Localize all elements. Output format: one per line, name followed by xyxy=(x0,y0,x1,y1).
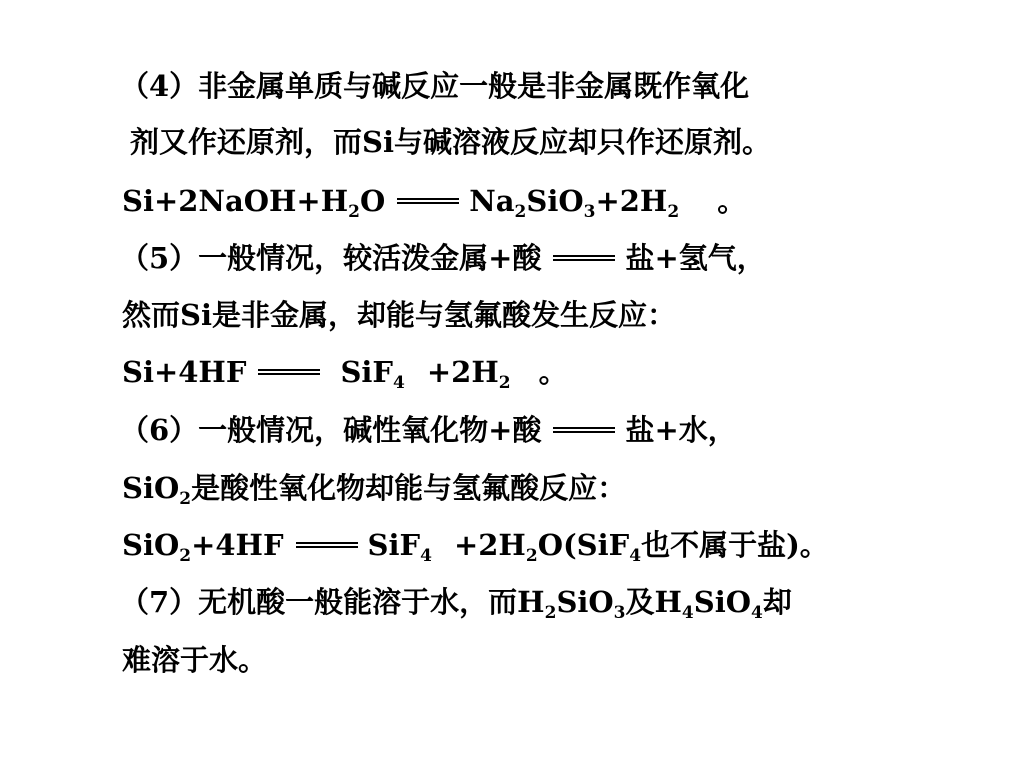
item7-text-2: 难溶于水。 xyxy=(122,643,268,677)
eq-part: 。 xyxy=(717,184,747,218)
eq-subscript: 4 xyxy=(420,546,432,566)
item4-line1 xyxy=(120,66,749,106)
eq-part: Si+2NaOH+H xyxy=(122,184,349,218)
item5-text-1a: （5）一般情况，较活泼金属+酸 xyxy=(120,241,542,275)
equals-sign xyxy=(296,542,358,548)
eq-subscript: 4 xyxy=(629,546,642,566)
eq-subscript: 2 xyxy=(498,373,511,393)
eq-part: SiO xyxy=(693,585,751,619)
item6-text-2: 是酸性氧化物却能与氢氟酸反应： xyxy=(191,471,627,505)
equals-sign xyxy=(553,255,615,261)
item6-text-1a: （6）一般情况，碱性氧化物+酸 xyxy=(120,413,542,447)
item4-equation xyxy=(122,181,746,221)
eq-subscript: 3 xyxy=(613,603,626,623)
item5-line2 xyxy=(122,295,676,335)
item7-line2 xyxy=(122,640,267,680)
item5-line1 xyxy=(120,238,766,278)
equals-sign xyxy=(258,369,320,375)
equals-sign xyxy=(397,198,459,204)
eq-part: Na xyxy=(469,184,515,218)
equals-sign xyxy=(553,427,615,433)
eq-part: 却 xyxy=(762,585,792,619)
eq-part: +4HF xyxy=(191,528,284,562)
eq-part: O xyxy=(359,184,386,218)
eq-subscript: 2 xyxy=(525,546,538,566)
item4-text-2: 剂又作还原剂，而Si与碱溶液反应却只作还原剂。 xyxy=(130,125,771,159)
item7-line1 xyxy=(120,582,792,622)
eq-part: SiO xyxy=(122,528,180,562)
eq-subscript: 2 xyxy=(179,546,192,566)
item5-text-1b: 盐+氢气， xyxy=(625,241,766,275)
eq-part: 及H xyxy=(625,585,682,619)
eq-subscript: 4 xyxy=(751,603,763,623)
item4-line2 xyxy=(130,122,771,162)
item7-text-1a: （7）无机酸一般能溶于水，而H xyxy=(120,585,545,619)
eq-part: SiO xyxy=(526,184,584,218)
eq-part: O(SiF xyxy=(537,528,630,562)
eq-part: SiF xyxy=(367,528,421,562)
eq-subscript: 2 xyxy=(179,489,192,509)
eq-part: 。 xyxy=(538,355,568,389)
item6-line2 xyxy=(122,468,626,508)
eq-subscript: 2 xyxy=(348,202,360,222)
item6-text-1b: 盐+水， xyxy=(625,413,737,447)
eq-part: +2H xyxy=(453,528,526,562)
item6-line1 xyxy=(120,410,737,450)
eq-subscript: 4 xyxy=(681,603,694,623)
item4-text-1: （4）非金属单质与碱反应一般是非金属既作氧化 xyxy=(120,69,750,103)
item5-equation xyxy=(122,352,568,392)
eq-subscript: 2 xyxy=(514,202,527,222)
eq-subscript: 2 xyxy=(544,603,557,623)
eq-part: SiF xyxy=(340,355,393,389)
eq-part: +2H xyxy=(595,184,668,218)
eq-part: +2H xyxy=(426,355,499,389)
eq-part: 也不属于盐)。 xyxy=(641,528,829,562)
eq-part: Si+4HF xyxy=(122,355,247,389)
eq-subscript: 2 xyxy=(667,202,680,222)
eq-subscript: 4 xyxy=(393,373,405,393)
item5-text-2: 然而Si是非金属，却能与氢氟酸发生反应： xyxy=(122,298,676,332)
eq-subscript: 3 xyxy=(583,202,596,222)
eq-part: SiO xyxy=(556,585,614,619)
item6-equation xyxy=(122,525,829,565)
eq-part: SiO xyxy=(122,471,180,505)
